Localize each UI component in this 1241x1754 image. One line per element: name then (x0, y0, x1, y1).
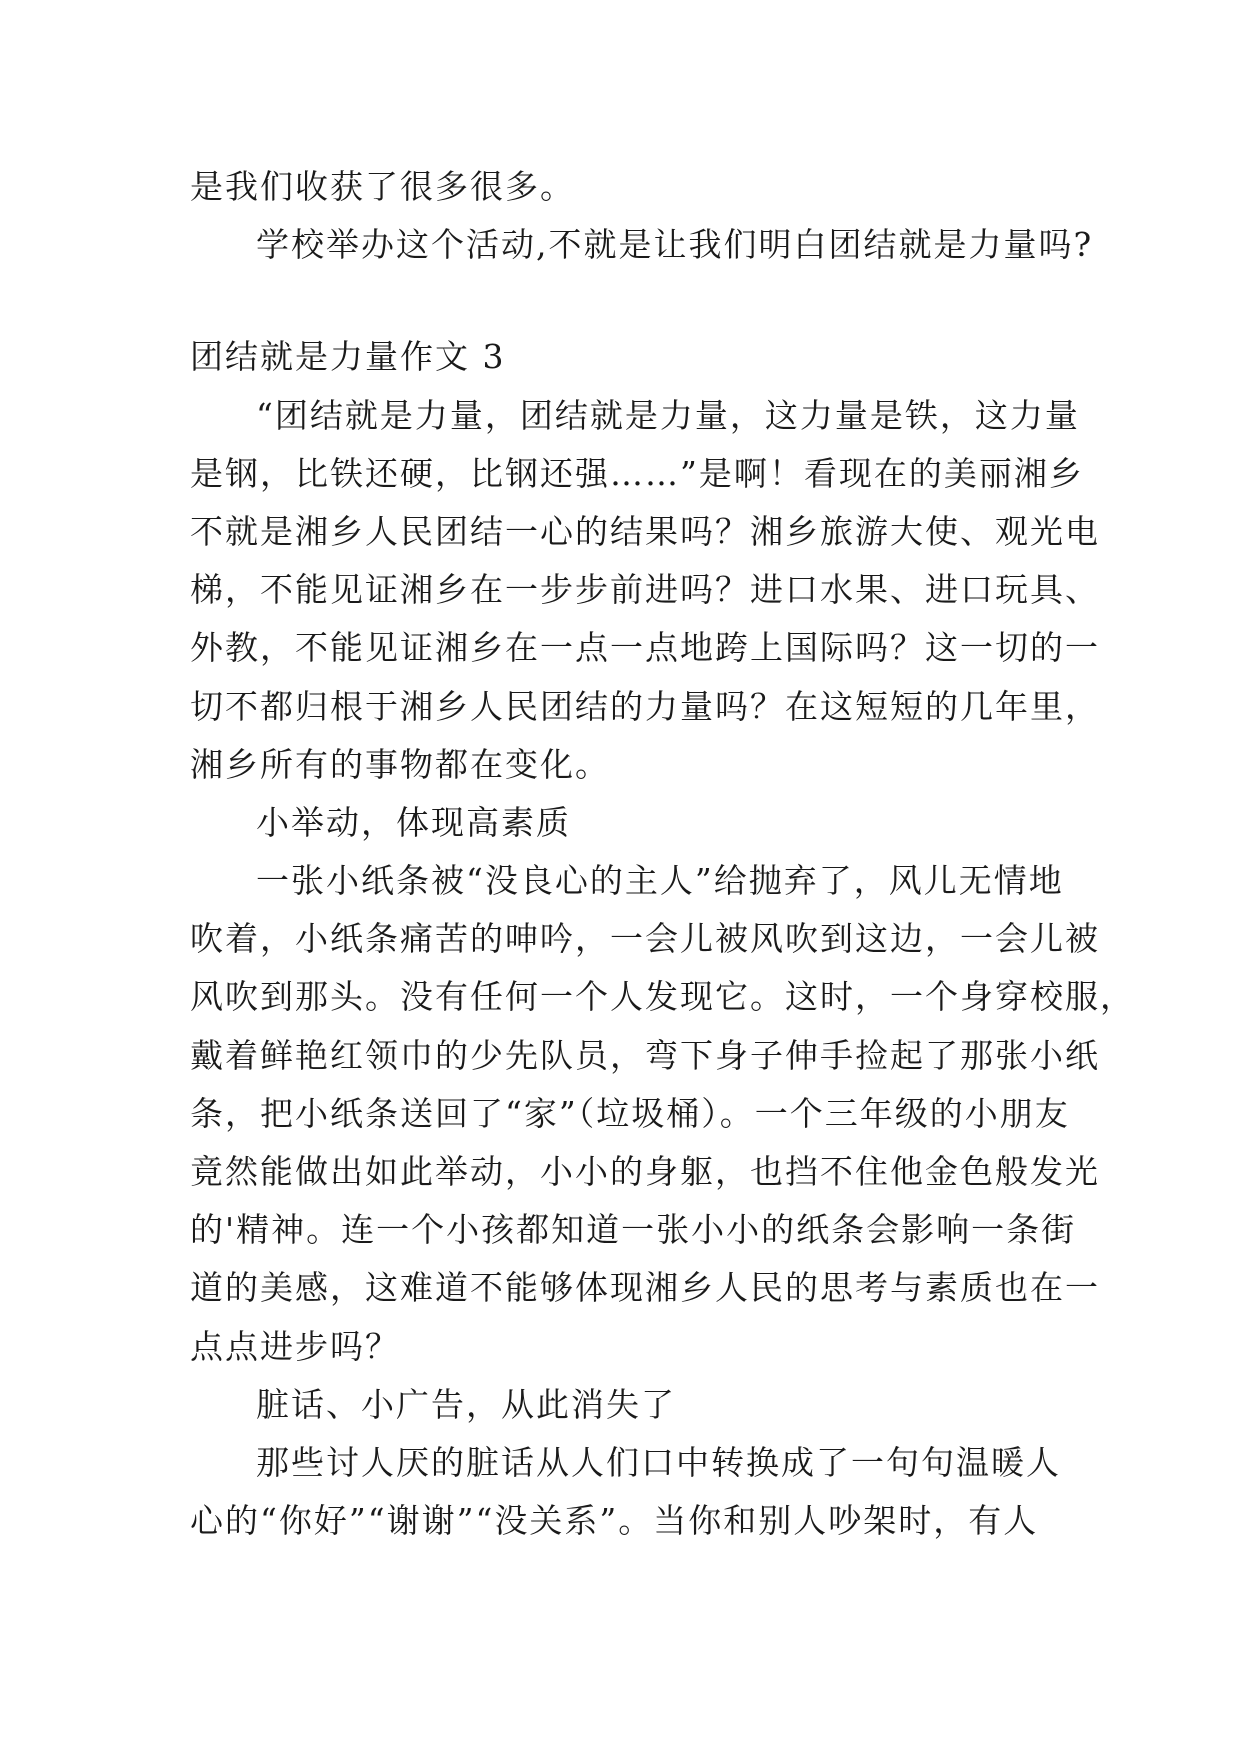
text-line: 一张小纸条被“没良心的主人”给抛弃了，风儿无情地 (256, 861, 1064, 901)
text-line: 心的“你好”“谢谢”“没关系”。当你和别人吵架时，有人 (190, 1501, 1039, 1541)
text-line: “团结就是力量，团结就是力量，这力量是铁，这力量 (256, 395, 1080, 435)
text-line: 风吹到那头。没有任何一个人发现它。这时，一个身穿校服， (190, 977, 1135, 1017)
text-line: 是我们收获了很多很多。 (190, 167, 575, 206)
text-line: 外教，不能见证湘乡在一点一点地跨上国际吗？这一切的一 (190, 628, 1100, 668)
text-line: 竟然能做出如此举动，小小的身躯，也挡不住他金色般发光 (190, 1152, 1100, 1191)
section-heading: 团结就是力量作文 3 (190, 337, 506, 377)
text-line: 的'精神。连一个小孩都知道一张小小的纸条会影响一条街 (190, 1210, 1077, 1250)
text-line: 梯，不能见证湘乡在一步步前进吗？进口水果、进口玩具、 (190, 570, 1100, 610)
subheading-line: 脏话、小广告，从此消失了 (256, 1384, 676, 1424)
text-line: 条，把小纸条送回了“家”（垃圾桶）。一个三年级的小朋友 (190, 1093, 1070, 1133)
document-body (190, 158, 1135, 1550)
text-line: 切不都归根于湘乡人民团结的力量吗？在这短短的几年里， (190, 686, 1100, 726)
text-line: 是钢，比铁还硬，比钢还强……”是啊！看现在的美丽湘乡 (190, 453, 1084, 493)
text-line: 点点进步吗？ (190, 1326, 400, 1366)
subheading-line: 小举动，体现高素质 (256, 802, 571, 842)
text-line: 湘乡所有的事物都在变化。 (190, 744, 610, 784)
text-line: 吹着，小纸条痛苦的呻吟，一会儿被风吹到这边，一会儿被 (190, 919, 1100, 959)
text-line: 不就是湘乡人民团结一心的结果吗？湘乡旅游大使、观光电 (190, 511, 1100, 551)
text-line: 那些讨人厌的脏话从人们口中转换成了一句句温暖人 (256, 1442, 1061, 1482)
text-line: 戴着鲜艳红领巾的少先队员，弯下身子伸手捡起了那张小纸 (190, 1035, 1100, 1075)
text-line: 学校举办这个活动,不就是让我们明白团结就是力量吗? (256, 225, 1094, 265)
text-line: 道的美感，这难道不能够体现湘乡人民的思考与素质也在一 (190, 1268, 1100, 1308)
